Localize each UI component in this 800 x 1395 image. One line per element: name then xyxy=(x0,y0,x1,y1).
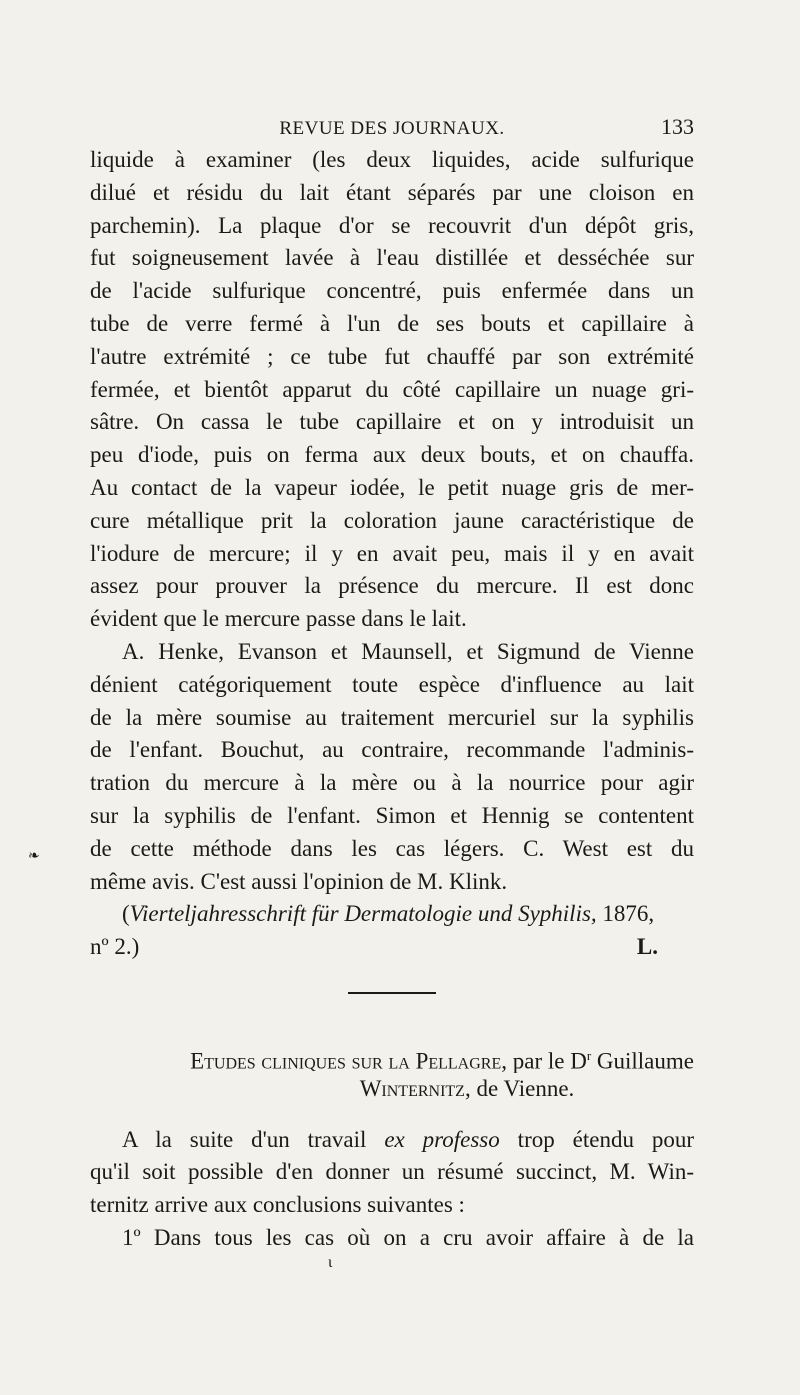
page-number: 133 xyxy=(661,114,694,139)
spacer xyxy=(90,964,694,992)
text-line xyxy=(90,1124,694,1157)
text-line: de l'acide sulfurique concentré, puis enfermée dans un xyxy=(90,278,694,304)
text-line: de la mère soumise au traitement mercuriel sur la syphilis xyxy=(90,704,694,730)
text-line: 1º Dans tous les cas où on a cru avoir affaire à de la xyxy=(122,1224,694,1250)
text-line: peu d'iode, puis on ferma aux deux bouts, et on chauffa. xyxy=(90,442,694,468)
section-title-c: , par le D xyxy=(501,1048,587,1073)
margin-ornament-icon: ❧ xyxy=(28,849,40,864)
page-content xyxy=(90,112,694,1255)
citation-author: L. xyxy=(636,934,658,960)
section-title-b: Pellagre xyxy=(415,1048,502,1073)
section-title-d: Guillaume xyxy=(591,1048,694,1073)
text-line: ternitz arrive aux conclusions suivantes : xyxy=(90,1192,465,1218)
section-title-a: Etudes cliniques sur la xyxy=(190,1048,416,1073)
spacer xyxy=(90,994,694,1040)
spacer xyxy=(90,1106,694,1124)
citation-year: 1876, xyxy=(596,901,655,927)
citation xyxy=(90,898,694,964)
text-segment: A la suite d'un travail xyxy=(122,1126,385,1152)
author-place: , de Vienne. xyxy=(464,1075,575,1101)
paragraph-2 xyxy=(90,636,694,898)
citation-line-2 xyxy=(90,931,694,964)
running-title: REVUE DES JOURNAUX. xyxy=(279,118,505,139)
section-title-line-1 xyxy=(90,1040,694,1073)
text-line: même avis. C'est aussi l'opinion de M. Klink. xyxy=(90,868,508,894)
paragraph-3 xyxy=(90,1124,694,1255)
section-title xyxy=(90,1040,694,1106)
citation-open: ( xyxy=(122,901,130,927)
journal-title: Vierteljahresschrift für Dermatologie und Syphilis, xyxy=(129,901,597,927)
text-line: évident que le mercure passe dans le lait. xyxy=(90,606,467,632)
text-line: dénient catégoriquement toute espèce d'influence au lait xyxy=(90,671,694,697)
citation-line-1 xyxy=(90,898,694,931)
text-line: de l'enfant. Bouchut, au contraire, recommande l'adminis- xyxy=(90,737,694,763)
text-line: cure métallique prit la coloration jaune caractéristique de xyxy=(90,507,694,533)
paragraph-1 xyxy=(90,144,694,636)
text-line: qu'il soit possible d'en donner un résumé succinct, M. Win- xyxy=(90,1159,694,1185)
text-line: tration du mercure à la mère ou à la nourrice pour agir xyxy=(90,770,694,796)
author-name: Winternitz xyxy=(359,1075,465,1101)
latin-phrase: ex professo xyxy=(384,1126,500,1152)
text-line: liquide à examiner (les deux liquides, acide sulfurique xyxy=(90,147,694,172)
text-line: Au contact de la vapeur iodée, le petit nuage gris de mer- xyxy=(90,474,694,500)
text-line: l'iodure de mercure; il y en avait peu, mais il y en avait xyxy=(90,540,694,566)
text-line: de cette méthode dans les cas légers. C. West est du xyxy=(90,835,694,861)
text-line: fermée, et bientôt apparut du côté capillaire un nuage gri- xyxy=(90,376,694,402)
text-line: l'autre extrémité ; ce tube fut chauffé par son extrémité xyxy=(90,343,694,369)
running-header xyxy=(90,112,694,144)
text-line: parchemin). La plaque d'or se recouvrit d'un dépôt gris, xyxy=(90,212,694,238)
text-line: A. Henke, Evanson et Maunsell, et Sigmund de Vienne xyxy=(122,638,694,664)
text-line: fut soigneusement lavée à l'eau distillée et desséchée sur xyxy=(90,245,694,271)
text-segment: trop étendu pour xyxy=(499,1126,694,1152)
text-line: tube de verre fermé à l'un de ses bouts et capillaire à xyxy=(90,310,694,336)
text-line: sur la syphilis de l'enfant. Simon et Hennig se contentent xyxy=(90,802,694,828)
text-line: sâtre. On cassa le tube capillaire et on y introduisit un xyxy=(90,409,694,435)
section-title-sup: r xyxy=(586,1047,592,1063)
citation-issue: nº 2.) xyxy=(90,934,140,960)
printer-mark: ɩ xyxy=(328,1254,333,1271)
text-line: dilué et résidu du lait étant séparés par une cloison en xyxy=(90,179,694,205)
text-line: assez pour prouver la présence du mercure. Il est donc xyxy=(90,573,694,599)
section-title-line-2 xyxy=(90,1073,694,1106)
